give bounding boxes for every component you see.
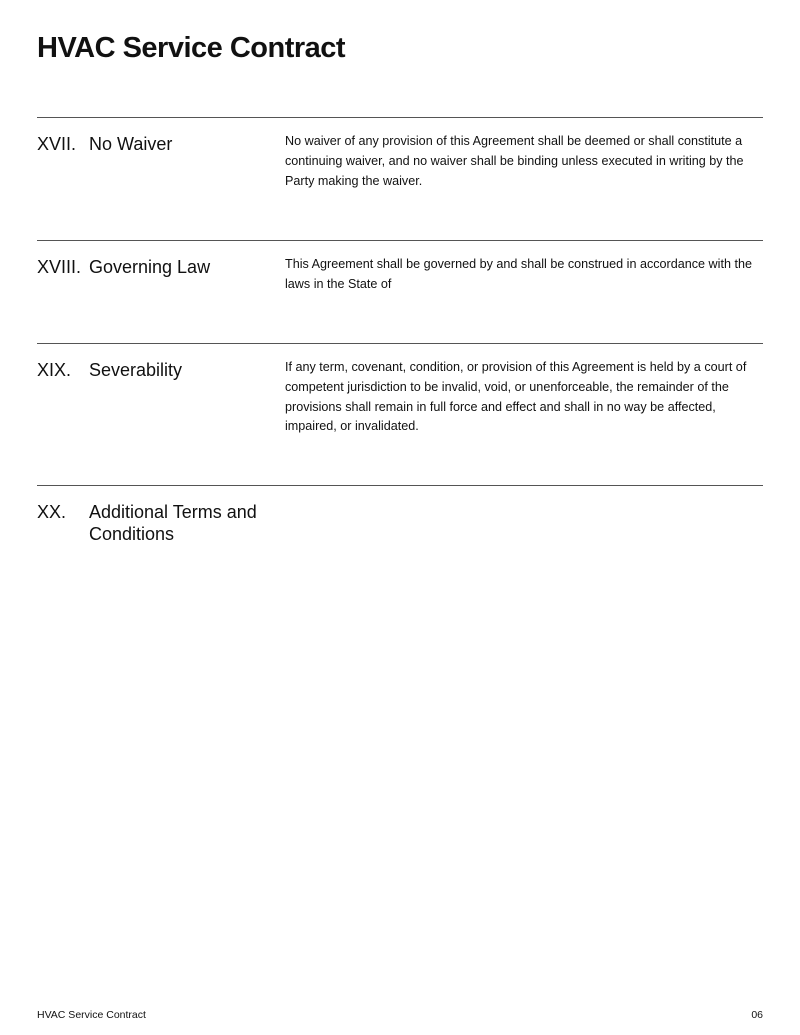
section-number: XVII.: [37, 134, 77, 154]
footer-page-number: 06: [751, 1009, 763, 1021]
section-body: If any term, covenant, condition, or provision of this Agreement is held by a court of competent jurisdiction to be invalid, void, or unenforceable, the remainder of the provisions shall remain in full force and effect and shall in no way be affected, impaired, or invalidated.: [285, 360, 747, 434]
page-title: HVAC Service Contract: [37, 32, 346, 64]
section-number: XVIII.: [37, 257, 82, 277]
section-severability: [37, 343, 763, 434]
section-heading: No Waiver: [89, 134, 173, 154]
section-body: No waiver of any provision of this Agreement shall be deemed or shall constitute a continuing waiver, and no waiver shall be binding unless executed in writing by the Party making the waiver.: [285, 134, 744, 188]
section-heading: Additional Terms and Conditions: [89, 502, 257, 544]
section-heading: Severability: [89, 360, 183, 380]
footer-title: HVAC Service Contract: [37, 1009, 146, 1021]
section-number: XIX.: [37, 360, 72, 380]
section-number: XX.: [37, 502, 67, 522]
section-no-waiver: [37, 117, 763, 188]
section-heading: Governing Law: [89, 257, 211, 277]
section-governing-law: [37, 240, 763, 291]
section-additional-terms: [37, 485, 763, 544]
section-body: This Agreement shall be governed by and shall be construed in accordance with the laws in the State of: [285, 257, 752, 291]
